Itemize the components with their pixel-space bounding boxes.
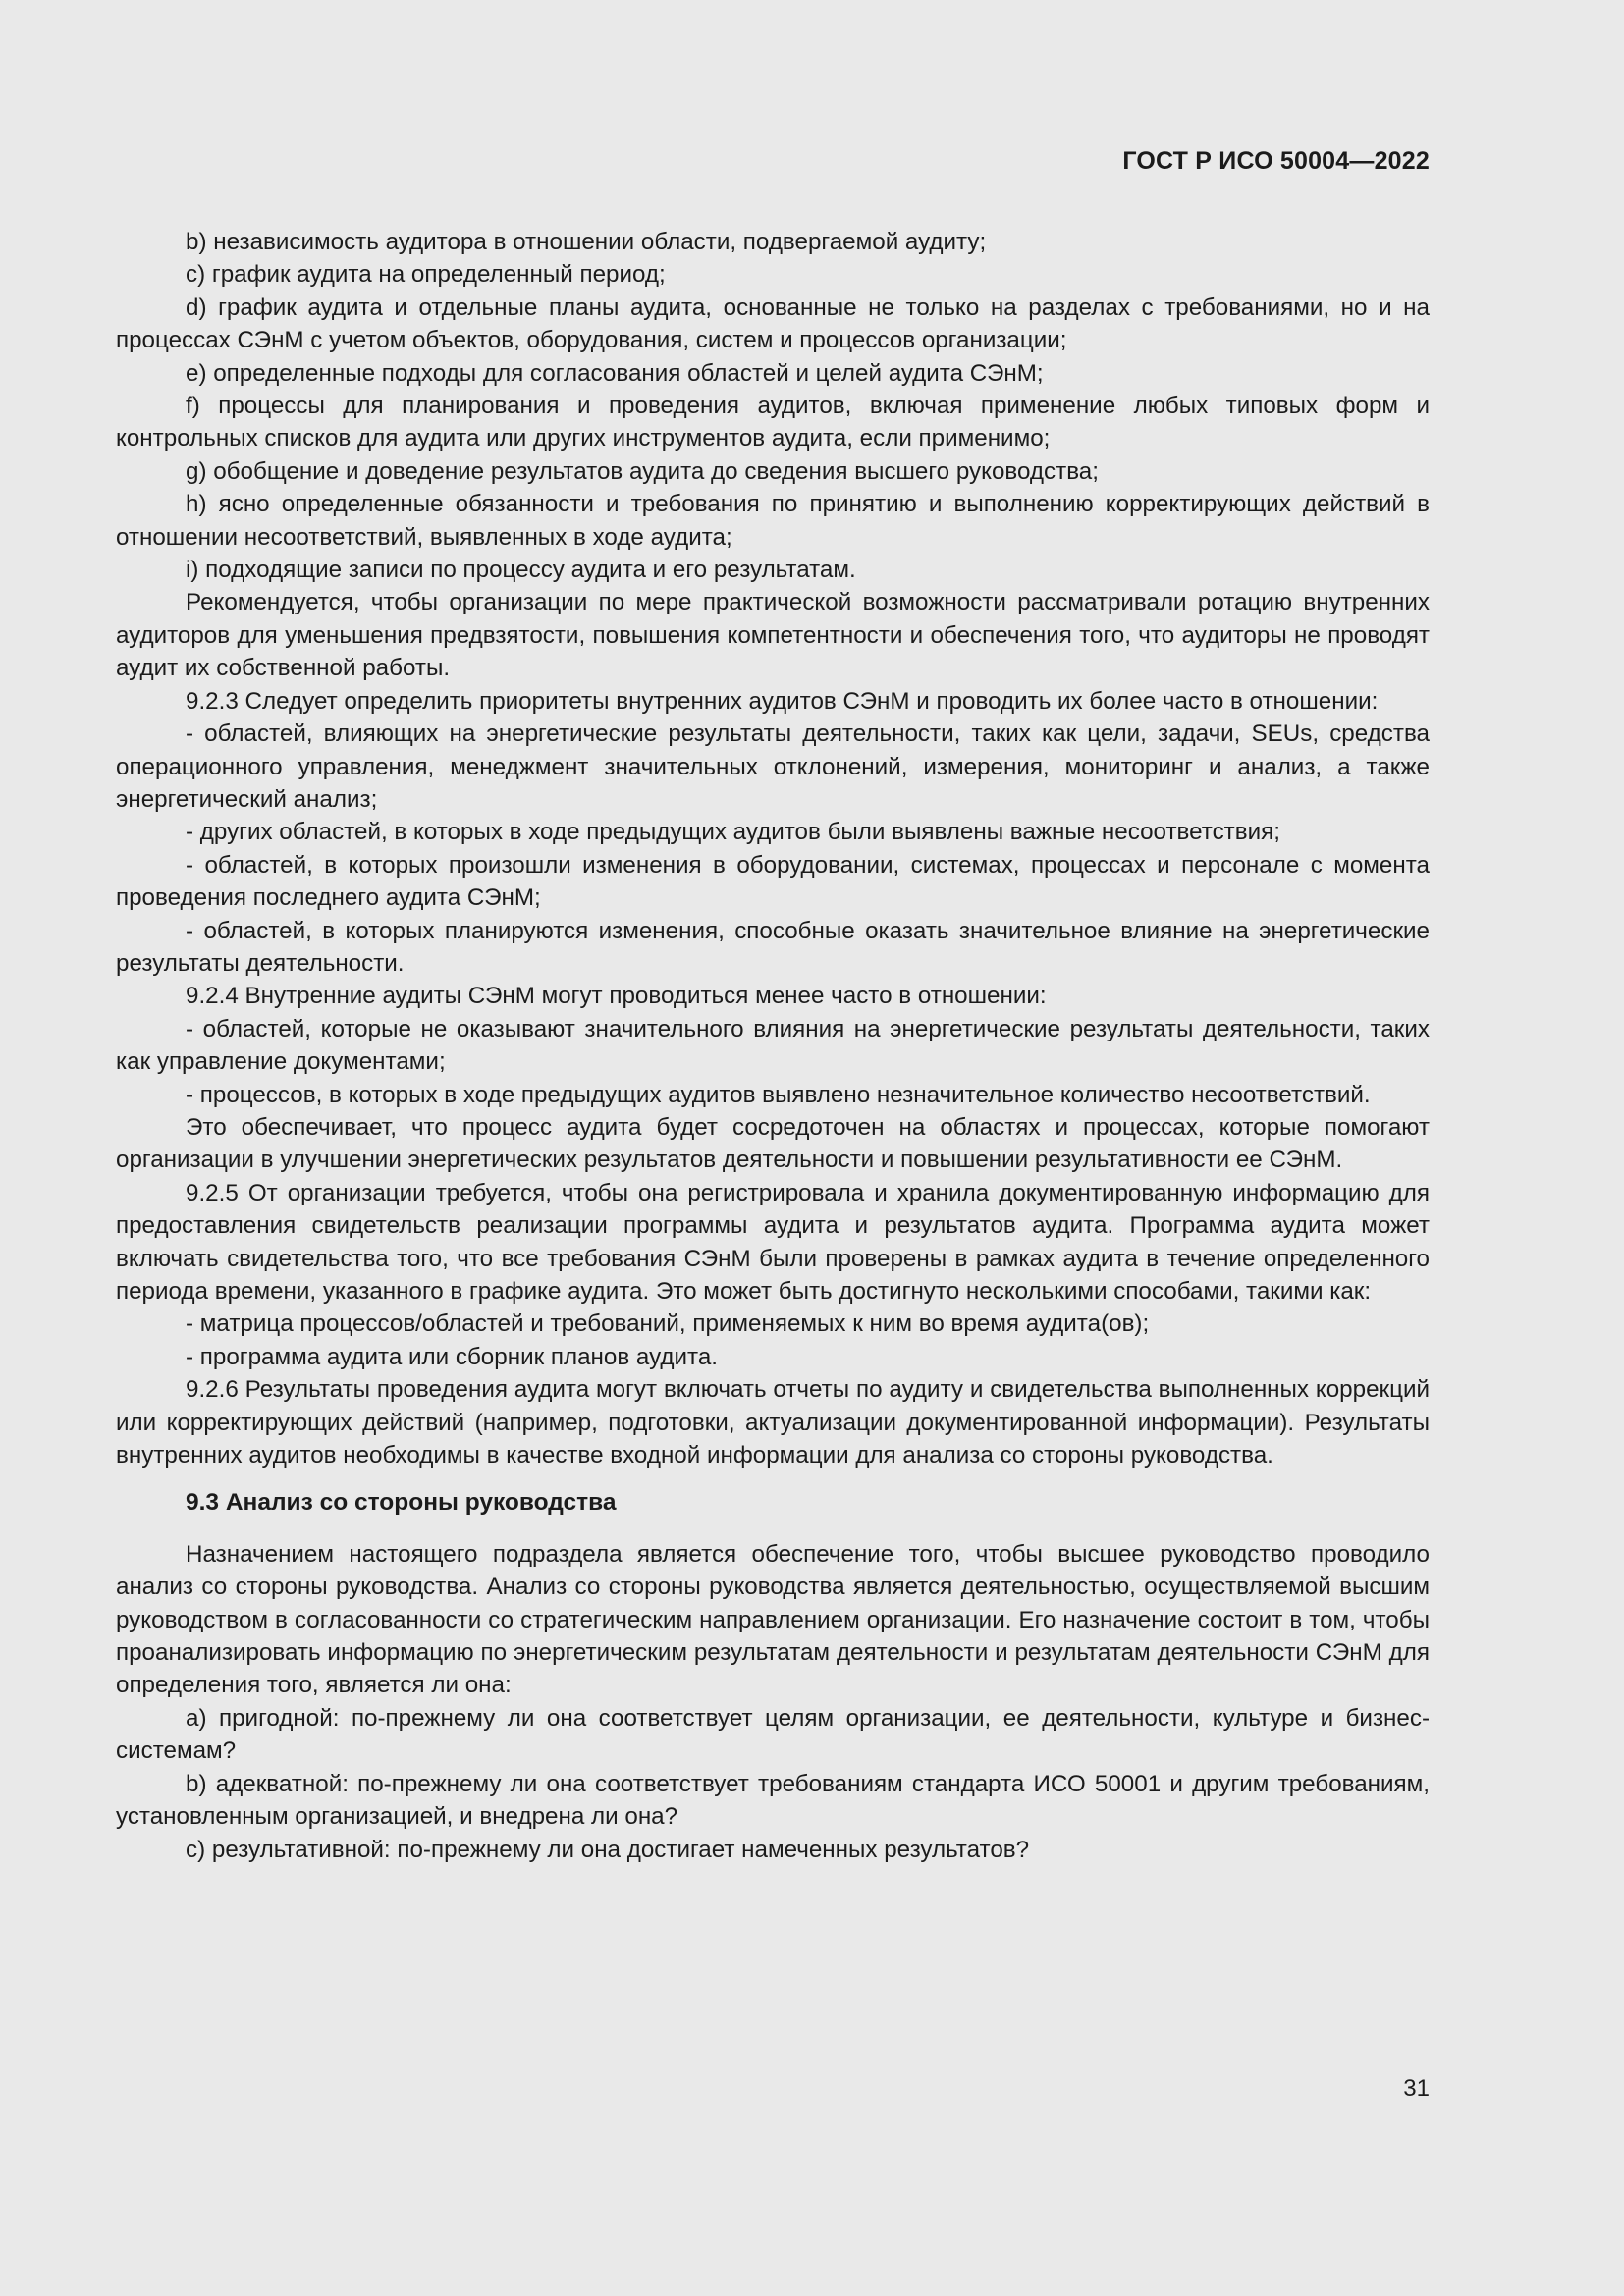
paragraph: c) график аудита на определенный период; — [186, 261, 666, 289]
section-heading: 9.3 Анализ со стороны руководства — [186, 1489, 617, 1517]
paragraph: b) адекватной: по-прежнему ли она соответствует требованиям стандарта ИСО 50001 и другим требованиям, установленным организацией, и внедрена ли она? — [116, 1770, 1430, 1831]
paragraph: Рекомендуется, чтобы организации по мере практической возможности рассматривали ротацию внутренних аудиторов для уменьшения предвзятости, повышения компетентности и обеспечения того, что аудиторы не проводят аудит их собственной работы. — [116, 589, 1430, 682]
document-code: ГОСТ Р ИСО 50004—2022 — [1122, 147, 1430, 175]
paragraph: c) результативной: по-прежнему ли она достигает намеченных результатов? — [186, 1836, 1030, 1863]
page-number: 31 — [1403, 2075, 1430, 2102]
paragraph: i) подходящие записи по процессу аудита и его результатам. — [186, 557, 856, 584]
paragraph: h) ясно определенные обязанности и требования по принятию и выполнению корректирующих действий в отношении несоответствий, выявленных в ходе аудита; — [116, 491, 1430, 551]
paragraph: 9.2.6 Результаты проведения аудита могут включать отчеты по аудиту и свидетельства выполненных коррекций или корректирующих действий (например, подготовки, актуализации документированной информации). Результаты внутренних аудитов необходимы в качестве входной информации для анализа со стороны руководства. — [116, 1376, 1430, 1469]
paragraph: Это обеспечивает, что процесс аудита будет сосредоточен на областях и процессах, которые помогают организации в улучшении энергетических результатов деятельности и повышении результативности ее СЭнМ. — [116, 1113, 1430, 1174]
paragraph: b) независимость аудитора в отношении области, подвергаемой аудиту; — [186, 229, 987, 255]
paragraph: Назначением настоящего подраздела является обеспечение того, чтобы высшее руководство проводило анализ со стороны руководства. Анализ со стороны руководства является деятельностью, осуществляемой высшим руководством в согласованности со стратегическим направлением организации. Его назначение состоит в том, чтобы проанализировать информацию по энергетическим результатам деятельности и результатам деятельности СЭнМ для определения того, является ли она: — [116, 1540, 1430, 1699]
paragraph: - областей, в которых произошли изменения в оборудовании, системах, процессах и персонале с момента проведения последнего аудита СЭнМ; — [116, 851, 1430, 912]
paragraph: f) процессы для планирования и проведения аудитов, включая применение любых типовых форм и контрольных списков для аудита или других инструментов аудита, если применимо; — [116, 393, 1430, 453]
paragraph: - областей, которые не оказывают значительного влияния на энергетические результаты деятельности, таких как управление документами; — [116, 1015, 1430, 1076]
paragraph: - областей, в которых планируются изменения, способные оказать значительное влияние на энергетические результаты деятельности. — [116, 917, 1430, 977]
paragraph: g) обобщение и доведение результатов аудита до сведения высшего руководства; — [186, 457, 1099, 485]
paragraph: e) определенные подходы для согласования областей и целей аудита СЭнМ; — [186, 359, 1044, 387]
page-body — [116, 226, 1430, 1866]
paragraph: 9.2.4 Внутренние аудиты СЭнМ могут проводиться менее часто в отношении: — [186, 983, 1047, 1010]
paragraph: 9.2.5 От организации требуется, чтобы она регистрировала и хранила документированную информацию для предоставления свидетельств реализации программы аудита и результатов аудита. Программа аудита может включать свидетельства того, что все требования СЭнМ были проверены в рамках аудита в течение определенного периода времени, указанного в графике аудита. Это может быть достигнуто несколькими способами, такими как: — [116, 1179, 1430, 1305]
paragraph: - матрица процессов/областей и требований, применяемых к ним во время аудита(ов); — [186, 1310, 1150, 1338]
paragraph: 9.2.3 Следует определить приоритеты внутренних аудитов СЭнМ и проводить их более часто в отношении: — [186, 687, 1379, 715]
paragraph: d) график аудита и отдельные планы аудита, основанные не только на разделах с требованиями, но и на процессах СЭнМ с учетом объектов, оборудования, систем и процессов организации; — [116, 294, 1430, 354]
paragraph: a) пригодной: по-прежнему ли она соответствует целям организации, ее деятельности, культуре и бизнес-системам? — [116, 1704, 1430, 1765]
paragraph: - программа аудита или сборник планов аудита. — [186, 1343, 718, 1370]
paragraph: - других областей, в которых в ходе предыдущих аудитов были выявлены важные несоответствия; — [186, 819, 1280, 846]
paragraph: - областей, влияющих на энергетические результаты деятельности, таких как цели, задачи, SEUs, средства операционного управления, менеджмент значительных отклонений, измерения, мониторинг и анализ, а также энергетический анализ; — [116, 721, 1430, 813]
paragraph: - процессов, в которых в ходе предыдущих аудитов выявлено незначительное количество несоответствий. — [186, 1081, 1371, 1108]
